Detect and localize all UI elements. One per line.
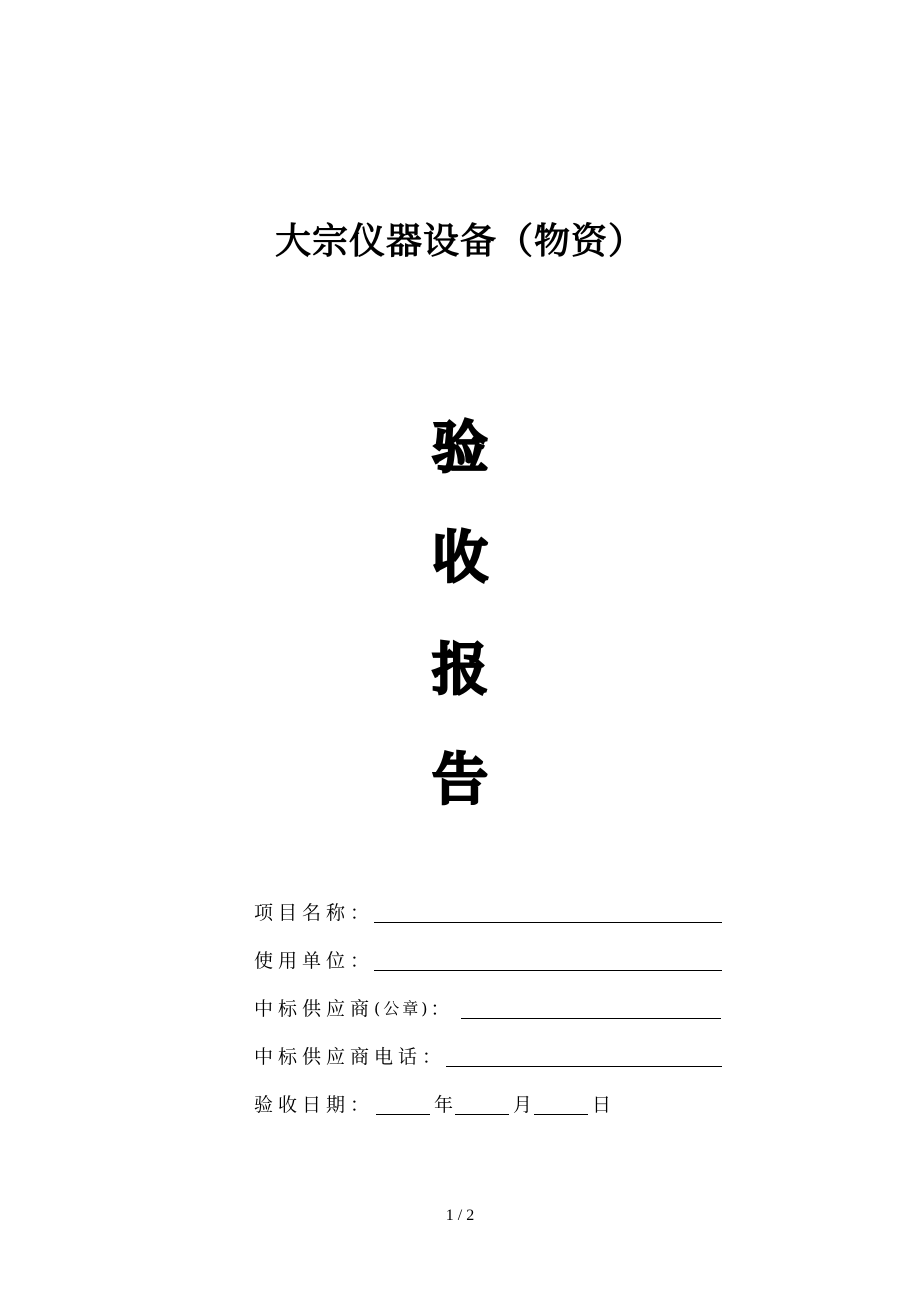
day-unit: 日 — [592, 1094, 612, 1116]
supplier-phone-label: 中标供应商电话： — [254, 1046, 447, 1068]
supplier-label: 中标供应商 — [254, 998, 375, 1020]
project-name-blank[interactable] — [374, 902, 722, 923]
report-title-char-3: 报 — [432, 637, 488, 703]
user-unit-field — [254, 943, 722, 973]
acceptance-date-label: 验收日期： — [254, 1094, 375, 1116]
report-title-char-2: 收 — [432, 525, 488, 591]
user-unit-label: 使用单位： — [254, 950, 375, 972]
page-number: 1 / 2 — [445, 1207, 475, 1224]
supplier-phone-blank[interactable] — [446, 1046, 722, 1067]
report-title-char-4: 告 — [432, 747, 488, 813]
supplier-blank[interactable] — [461, 998, 721, 1019]
supplier-phone-field — [254, 1039, 722, 1069]
day-blank[interactable] — [534, 1094, 588, 1115]
year-unit: 年 — [434, 1094, 454, 1116]
supplier-field — [254, 991, 721, 1021]
year-blank[interactable] — [376, 1094, 430, 1115]
month-unit: 月 — [513, 1094, 533, 1116]
document-title: 大宗仪器设备（物资） — [274, 221, 645, 262]
user-unit-blank[interactable] — [374, 950, 722, 971]
report-title-char-1: 验 — [432, 415, 488, 481]
project-name-label: 项目名称： — [254, 902, 375, 924]
supplier-seal-note: (公章) — [374, 999, 431, 1018]
supplier-colon: ： — [430, 998, 455, 1020]
month-blank[interactable] — [455, 1094, 509, 1115]
project-name-field — [254, 895, 722, 925]
acceptance-date-field — [254, 1087, 611, 1117]
